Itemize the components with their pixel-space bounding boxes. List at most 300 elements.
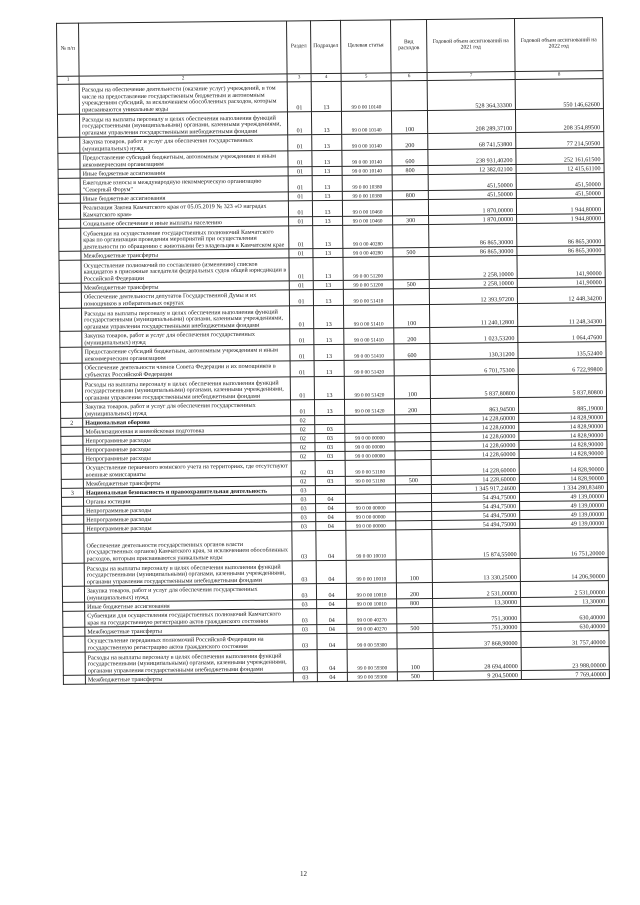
row-podrazdel: 04 xyxy=(317,608,347,624)
row-razdel: 01 xyxy=(290,329,314,345)
row-number xyxy=(59,219,81,228)
row-razdel: 01 xyxy=(289,306,313,329)
row-amount-2022: 5 837,80800 xyxy=(518,374,606,398)
row-name: Субвенции на осуществление государственных полномочий Камчатского края по организации проведения мероприятий при осуществлении деятельности по обращению с животными без владельцев в Камчатском крае xyxy=(81,226,289,251)
row-target-article: 99 0 00 40280 xyxy=(343,248,393,258)
row-amount-2021: 13 330,25000 xyxy=(432,559,520,583)
row-podrazdel: 03 xyxy=(315,433,345,442)
row-amount-2022: 14 828,90000 xyxy=(519,413,607,423)
row-amount-2022: 1 944,80000 xyxy=(517,214,605,224)
row-name: Расходы на выплаты персоналу в целях обеспечения выполнения функций государственными (муниципальными) органами, казенными учреждениями, органами управления государственными внебюджетными фондами xyxy=(84,561,292,586)
table-body xyxy=(57,79,609,685)
row-expense-type: 600 xyxy=(394,343,430,359)
row-expense-type: 800 xyxy=(392,165,428,174)
row-target-article: 99 0 00 10380 xyxy=(342,191,392,201)
row-target-article: 99 0 00 51410 xyxy=(343,305,393,329)
row-name: Межбюджетные трансферты xyxy=(85,625,293,636)
row-number xyxy=(59,283,81,292)
row-number xyxy=(61,445,83,454)
row-expense-type xyxy=(391,80,427,110)
row-amount-2022: 31 757,40000 xyxy=(521,631,609,648)
row-expense-type: 100 xyxy=(391,110,427,133)
header-row xyxy=(57,18,604,77)
row-name: Осуществление переданных полномочий Российской Федерации на государственную регистрацию актов гражданского состояния xyxy=(85,634,293,652)
row-expense-type xyxy=(396,511,432,520)
row-amount-2021: 1 870,00000 xyxy=(429,215,517,225)
row-razdel: 01 xyxy=(288,151,312,167)
row-podrazdel: 13 xyxy=(313,257,343,280)
row-amount-2021: 86 865,30000 xyxy=(429,224,517,248)
row-number xyxy=(58,178,80,194)
row-amount-2021: 2 258,10000 xyxy=(429,256,517,280)
row-number xyxy=(57,84,79,114)
row-podrazdel: 04 xyxy=(316,560,346,583)
row-amount-2021: 751,30000 xyxy=(433,623,521,633)
row-target-article: 99 0 00 10140 xyxy=(342,150,392,167)
row-expense-type xyxy=(394,359,430,375)
row-podrazdel: 13 xyxy=(313,225,343,248)
row-razdel: 01 xyxy=(288,176,312,192)
row-amount-2022: 49 139,00000 xyxy=(520,519,608,529)
colnum-4: 4 xyxy=(311,73,341,81)
row-podrazdel: 03 xyxy=(315,451,345,460)
row-name: Непрограммные расходы xyxy=(83,452,291,463)
row-number xyxy=(63,602,85,611)
row-name: Непрограммные расходы xyxy=(84,522,292,533)
row-target-article: 99 0 00 00000 xyxy=(345,451,395,461)
row-number xyxy=(63,675,85,684)
row-podrazdel: 04 xyxy=(317,649,347,672)
colnum-6: 6 xyxy=(391,72,427,80)
header-razdel: Раздел xyxy=(287,21,312,74)
row-podrazdel: 04 xyxy=(317,624,347,633)
row-amount-2022: 2 531,00000 xyxy=(520,581,608,598)
row-podrazdel: 13 xyxy=(314,376,344,399)
row-number xyxy=(61,436,83,445)
row-number xyxy=(61,427,83,436)
row-razdel: 01 xyxy=(289,281,313,290)
row-podrazdel: 13 xyxy=(314,399,344,415)
row-amount-2021: 14 228,60000 xyxy=(431,432,519,442)
row-target-article: 99 0 00 00000 xyxy=(345,442,395,452)
row-name: Социальное обеспечение и иные выплаты населению xyxy=(81,217,289,228)
row-podrazdel: 13 xyxy=(313,216,343,225)
row-target-article: 99 0 00 51410 xyxy=(344,328,394,345)
row-amount-2021: 12 393,97200 xyxy=(429,288,517,305)
row-number xyxy=(59,228,81,251)
row-expense-type xyxy=(396,520,432,529)
row-number xyxy=(62,533,84,563)
row-amount-2021: 13,30000 xyxy=(433,598,521,608)
row-number xyxy=(60,331,82,347)
row-podrazdel: 13 xyxy=(312,175,342,191)
row-number xyxy=(58,203,80,219)
row-target-article: 99 0 00 40270 xyxy=(347,624,397,634)
header-target-article: Целевая статья xyxy=(341,20,392,74)
row-name: Обеспечение деятельности государственных органов власти (государственных органов) Камчатского края, за исключением обособленных расходов, которым присваиваются уникальные коды xyxy=(84,531,292,563)
row-amount-2022: 14 828,90000 xyxy=(519,422,607,432)
row-target-article: 99 0 00 51420 xyxy=(344,399,394,416)
row-razdel: 01 xyxy=(290,361,314,377)
row-razdel: 02 xyxy=(291,477,315,486)
row-expense-type: 800 xyxy=(392,190,428,199)
row-razdel: 01 xyxy=(289,217,313,226)
row-razdel: 02 xyxy=(291,416,315,425)
row-expense-type xyxy=(397,632,433,648)
row-expense-type xyxy=(396,529,432,559)
row-expense-type: 200 xyxy=(396,582,432,598)
row-name: Межбюджетные трансферты xyxy=(81,249,289,260)
row-razdel: 03 xyxy=(292,561,316,584)
row-expense-type: 600 xyxy=(392,149,428,165)
row-target-article: 99 0 00 10460 xyxy=(343,216,393,226)
row-razdel: 03 xyxy=(293,609,317,625)
row-name: Закупка товаров, работ и услуг для обеспечения государственных (муниципальных) нужд xyxy=(82,329,290,347)
row-number xyxy=(58,194,80,203)
row-name: Межбюджетные трансферты xyxy=(83,477,291,488)
row-razdel: 01 xyxy=(289,258,313,281)
row-name: Предоставление субсидий бюджетным, автономным учреждениям и иным некоммерческим организациям xyxy=(82,345,290,363)
row-name: Осуществление полномочий по составлению (изменению) списков кандидатов в присяжные заседатели федеральных судов общей юрисдикции в Российской Федерации xyxy=(81,258,289,283)
row-podrazdel: 04 xyxy=(315,494,345,503)
row-amount-2022: 141,90000 xyxy=(517,255,605,279)
row-razdel: 03 xyxy=(291,486,315,495)
row-amount-2021: 6 701,75300 xyxy=(430,359,518,376)
header-no: № п/п xyxy=(57,23,80,76)
row-amount-2022: 141,90000 xyxy=(517,278,605,288)
row-amount-2022: 13,30000 xyxy=(521,597,609,607)
row-target-article: 99 0 00 10010 xyxy=(346,583,396,600)
row-razdel: 02 xyxy=(291,434,315,443)
row-amount-2021: 12 382,02100 xyxy=(428,165,516,175)
row-podrazdel: 13 xyxy=(312,191,342,200)
row-name: Мобилизационная и вневойсковая подготовка xyxy=(83,425,291,436)
row-amount-2022: 550 146,62600 xyxy=(515,79,603,110)
row-target-article: 99 0 00 40280 xyxy=(343,225,393,249)
row-amount-2021: 2 258,10000 xyxy=(429,279,517,289)
row-podrazdel: 04 xyxy=(317,599,347,608)
row-amount-2022: 16 751,20000 xyxy=(520,528,608,559)
budget-table xyxy=(56,17,610,685)
row-podrazdel: 04 xyxy=(317,672,347,681)
row-podrazdel: 04 xyxy=(316,530,346,560)
row-amount-2022: 14 828,90000 xyxy=(519,449,607,459)
row-target-article: 99 0 00 51410 xyxy=(343,289,393,306)
row-amount-2021: 54 494,75000 xyxy=(432,511,520,521)
row-amount-2021: 54 494,75000 xyxy=(432,502,520,512)
row-number: 2 xyxy=(61,418,83,427)
row-amount-2022: 14 828,90000 xyxy=(519,474,607,484)
row-target-article: 99 0 00 10010 xyxy=(347,599,397,609)
row-target-article: 99 0 00 00000 xyxy=(346,512,396,522)
row-number xyxy=(58,169,80,178)
row-amount-2021: 1 345 917,24600 xyxy=(431,484,519,494)
row-target-article: 99 0 00 51180 xyxy=(345,476,395,486)
row-razdel: 01 xyxy=(288,135,312,151)
row-podrazdel: 04 xyxy=(317,633,347,649)
row-podrazdel: 13 xyxy=(312,134,342,150)
row-razdel: 03 xyxy=(292,584,316,600)
row-podrazdel: 13 xyxy=(313,289,343,305)
row-number xyxy=(62,586,84,602)
row-target-article: 99 0 00 00000 xyxy=(346,503,396,513)
row-expense-type xyxy=(395,432,431,441)
row-number xyxy=(60,379,82,402)
row-amount-2021: 14 228,60000 xyxy=(431,450,519,460)
row-razdel: 01 xyxy=(288,192,312,201)
colnum-2: 2 xyxy=(79,74,287,84)
row-name: Национальная безопасность и правоохранительная деятельность xyxy=(83,486,291,497)
row-target-article: 99 0 00 51420 xyxy=(344,376,394,400)
row-razdel: 01 xyxy=(289,226,313,249)
header-name xyxy=(79,21,288,76)
row-expense-type: 300 xyxy=(393,215,429,224)
row-razdel: 03 xyxy=(293,650,317,673)
row-razdel: 02 xyxy=(291,425,315,434)
row-number xyxy=(59,260,81,283)
row-razdel: 01 xyxy=(288,201,312,217)
row-number xyxy=(59,292,81,308)
row-amount-2022: 49 139,00000 xyxy=(520,501,608,511)
row-number xyxy=(63,636,85,652)
row-podrazdel xyxy=(315,415,345,424)
row-amount-2022: 14 828,90000 xyxy=(519,431,607,441)
row-amount-2022: 23 988,00000 xyxy=(521,647,609,671)
row-target-article: 99 0 00 10380 xyxy=(342,175,392,192)
row-target-article: 99 0 00 51420 xyxy=(344,360,394,377)
row-target-article: 99 0 00 00000 xyxy=(346,521,396,531)
row-expense-type xyxy=(393,224,429,247)
row-amount-2022: 1 334 280,83480 xyxy=(519,483,607,493)
row-number xyxy=(63,652,85,675)
row-number xyxy=(61,479,83,488)
row-amount-2021: 86 865,30000 xyxy=(429,247,517,257)
row-target-article: 99 0 00 10010 xyxy=(346,560,396,584)
row-name: Закупка товаров, работ и услуг для обеспечения государственных (муниципальных) нужд xyxy=(84,584,292,602)
row-expense-type xyxy=(392,174,428,190)
row-number xyxy=(58,153,80,169)
row-expense-type: 200 xyxy=(394,398,430,414)
page-number: 12 xyxy=(300,870,307,878)
row-podrazdel: 13 xyxy=(312,166,342,175)
row-podrazdel: 13 xyxy=(312,200,342,216)
row-amount-2021: 451,50000 xyxy=(428,190,516,200)
colnum-5: 5 xyxy=(341,73,391,82)
row-amount-2022: 1 064,47600 xyxy=(518,326,606,343)
row-amount-2022: 252 161,61500 xyxy=(516,148,604,165)
row-amount-2022: 1 944,80000 xyxy=(516,198,604,215)
row-amount-2021: 751,30000 xyxy=(433,607,521,624)
header-expense-type: Вид расходов xyxy=(391,19,428,72)
row-target-article: 99 0 00 59300 xyxy=(347,672,397,682)
row-amount-2021: 5 837,80800 xyxy=(430,375,518,399)
row-expense-type: 500 xyxy=(393,279,429,288)
row-target-article: 99 0 00 59300 xyxy=(347,633,397,650)
row-expense-type xyxy=(392,199,428,215)
row-razdel: 03 xyxy=(292,522,316,531)
row-podrazdel: 13 xyxy=(311,111,341,134)
row-expense-type xyxy=(395,414,431,423)
row-name: Межбюджетные трансферты xyxy=(85,673,293,684)
row-number xyxy=(60,347,82,363)
row-target-article: 99 0 00 10140 xyxy=(341,81,391,112)
row-podrazdel: 13 xyxy=(313,248,343,257)
row-name: Расходы на выплаты персоналу в целях обеспечения выполнения функций государственными (муниципальными) органами, казенными учреждениями, органами управления государственными внебюджетными фондами xyxy=(85,650,293,675)
row-target-article: 99 0 00 10140 xyxy=(342,134,392,151)
row-razdel: 01 xyxy=(290,377,314,400)
row-target-article: 99 0 00 51180 xyxy=(345,460,395,477)
row-number xyxy=(62,506,84,515)
row-razdel: 03 xyxy=(293,600,317,609)
row-number xyxy=(60,308,82,331)
row-number xyxy=(62,524,84,533)
header-2021: Годовой объем ассигнований на 2021 год xyxy=(426,19,515,73)
row-podrazdel: 13 xyxy=(314,328,344,344)
row-amount-2022: 49 139,00000 xyxy=(519,492,607,502)
row-name: Непрограммные расходы xyxy=(84,504,292,515)
colnum-1: 1 xyxy=(57,76,79,84)
row-amount-2022: 208 354,89500 xyxy=(515,109,603,133)
row-podrazdel: 03 xyxy=(315,476,345,485)
row-amount-2022: 6 722,99800 xyxy=(518,358,606,375)
colnum-8: 8 xyxy=(515,71,603,80)
row-podrazdel: 03 xyxy=(315,442,345,451)
row-target-article: 99 0 00 40270 xyxy=(347,608,397,625)
row-podrazdel: 13 xyxy=(313,280,343,289)
header-podrazdel: Подраздел xyxy=(311,20,342,73)
row-razdel: 01 xyxy=(289,249,313,258)
row-podrazdel: 03 xyxy=(315,460,345,476)
row-expense-type: 200 xyxy=(394,327,430,343)
row-amount-2021: 15 874,55000 xyxy=(432,529,520,560)
row-razdel: 03 xyxy=(293,625,317,634)
row-number xyxy=(61,497,83,506)
row-number xyxy=(59,251,81,260)
row-amount-2021: 37 868,90000 xyxy=(433,632,521,649)
row-name: Закупка товаров, работ и услуг для обеспечения государственных (муниципальных) нужд xyxy=(80,135,288,153)
row-number xyxy=(62,515,84,524)
row-amount-2021: 14 228,60000 xyxy=(431,423,519,433)
row-name: Межбюджетные трансферты xyxy=(81,281,289,292)
row-number: 3 xyxy=(61,488,83,497)
row-amount-2021: 2 531,00000 xyxy=(432,582,520,599)
row-target-article: 99 0 00 51200 xyxy=(343,257,393,281)
row-podrazdel: 03 xyxy=(315,424,345,433)
row-podrazdel: 04 xyxy=(316,583,346,599)
row-number xyxy=(57,114,79,137)
row-amount-2022: 12 415,61100 xyxy=(516,164,604,174)
row-amount-2021: 130,31200 xyxy=(430,343,518,360)
row-razdel: 03 xyxy=(292,504,316,513)
row-amount-2021: 528 364,33300 xyxy=(427,80,515,111)
row-name: Предоставление субсидий бюджетным, автономным учреждениям и иным некоммерческим организациям xyxy=(80,151,288,169)
colnum-3: 3 xyxy=(287,74,311,82)
row-razdel: 03 xyxy=(292,513,316,522)
row-name: Ежегодные взносы в международную некоммерческую организацию "Северный Форум" xyxy=(80,176,288,194)
row-razdel: 03 xyxy=(293,634,317,650)
row-target-article: 99 0 00 51410 xyxy=(344,344,394,361)
row-razdel: 01 xyxy=(290,400,314,416)
row-amount-2022: 7 769,40000 xyxy=(521,670,609,680)
row-amount-2022: 135,52400 xyxy=(518,342,606,359)
row-amount-2022: 14 206,90000 xyxy=(520,558,608,582)
row-expense-type xyxy=(393,288,429,304)
row-amount-2022: 14 828,90000 xyxy=(519,458,607,475)
row-name: Иные бюджетные ассигнования xyxy=(80,192,288,203)
row-podrazdel: 04 xyxy=(316,521,346,530)
row-expense-type: 800 xyxy=(397,598,433,607)
row-name: Обеспечение деятельности членов Совета Федерации и их помощников в субъектах Российской Федерации xyxy=(82,361,290,379)
row-target-article: 99 0 00 10460 xyxy=(342,200,392,217)
row-amount-2021: 14 228,60000 xyxy=(431,475,519,485)
row-podrazdel: 13 xyxy=(314,344,344,360)
row-razdel: 02 xyxy=(291,452,315,461)
row-expense-type xyxy=(393,256,429,279)
row-number xyxy=(63,627,85,636)
row-number xyxy=(63,611,85,627)
row-name: Непрограммные расходы xyxy=(83,434,291,445)
row-expense-type xyxy=(395,493,431,502)
row-amount-2021: 863,94500 xyxy=(430,398,518,415)
row-number xyxy=(60,363,82,379)
row-podrazdel: 04 xyxy=(316,512,346,521)
row-razdel: 03 xyxy=(293,673,317,682)
row-amount-2022: 77 214,50500 xyxy=(516,132,604,149)
row-name: Расходы на обеспечение деятельности (оказание услуг) учреждений, в том числе на предоставление государственным бюджетным и автономным учреждениям субсидий, за исключением обособленных расходов, которым присваиваются уникальные коды xyxy=(79,82,287,114)
row-razdel: 02 xyxy=(291,443,315,452)
row-razdel: 01 xyxy=(289,290,313,306)
row-razdel: 01 xyxy=(290,345,314,361)
row-amount-2022: 86 865,30000 xyxy=(517,246,605,256)
row-amount-2022: 86 865,30000 xyxy=(517,223,605,247)
row-name: Иные бюджетные ассигнования xyxy=(85,600,293,611)
row-target-article: 99 0 00 00000 xyxy=(345,433,395,443)
row-amount-2022: 630,40000 xyxy=(521,606,609,623)
row-target-article: 99 0 00 51200 xyxy=(343,280,393,290)
row-expense-type: 500 xyxy=(393,247,429,256)
row-amount-2022: 630,40000 xyxy=(521,622,609,632)
colnum-7: 7 xyxy=(427,72,515,81)
row-amount-2021: 54 494,75000 xyxy=(432,520,520,530)
row-expense-type: 500 xyxy=(397,671,433,680)
row-expense-type: 100 xyxy=(396,559,432,582)
row-razdel: 03 xyxy=(292,531,316,561)
row-target-article: 99 0 00 10010 xyxy=(346,530,396,561)
row-amount-2021: 14 228,60000 xyxy=(431,414,519,424)
row-amount-2021: 451,50000 xyxy=(428,174,516,191)
row-expense-type xyxy=(396,502,432,511)
row-name: Расходы на выплаты персоналу в целях обеспечения выполнения функций государственными (муниципальными) органами, казенными учреждениями, органами управления государственными внебюджетными фондами xyxy=(82,377,290,402)
row-expense-type: 500 xyxy=(397,623,433,632)
row-razdel: 03 xyxy=(291,495,315,504)
row-name: Расходы на выплаты персоналу в целях обеспечения выполнения функций государственными (муниципальными) органами, казенными учреждениями, органами управления государственными внебюджетными фондами xyxy=(79,112,287,137)
row-number xyxy=(62,563,84,586)
row-amount-2022: 14 828,90000 xyxy=(519,440,607,450)
row-podrazdel: 13 xyxy=(313,305,343,328)
row-name: Субвенции для осуществления государственных полномочий Камчатского края на государственную регистрацию актов гражданского состояния xyxy=(85,609,293,627)
row-razdel: 01 xyxy=(287,82,311,112)
row-amount-2021: 54 494,75000 xyxy=(431,493,519,503)
row-amount-2022: 11 248,34300 xyxy=(517,303,605,327)
row-amount-2021: 238 931,40200 xyxy=(428,149,516,166)
row-razdel: 01 xyxy=(287,112,311,135)
row-name: Реализация Закона Камчатского края от 05.05.2019 № 323 «О наградах Камчатского края» xyxy=(80,201,288,219)
row-amount-2022: 12 448,34200 xyxy=(517,287,605,304)
row-expense-type: 500 xyxy=(395,475,431,484)
row-name: Иные бюджетные ассигнования xyxy=(80,167,288,178)
row-expense-type xyxy=(395,423,431,432)
row-amount-2021: 11 240,12800 xyxy=(429,304,517,328)
